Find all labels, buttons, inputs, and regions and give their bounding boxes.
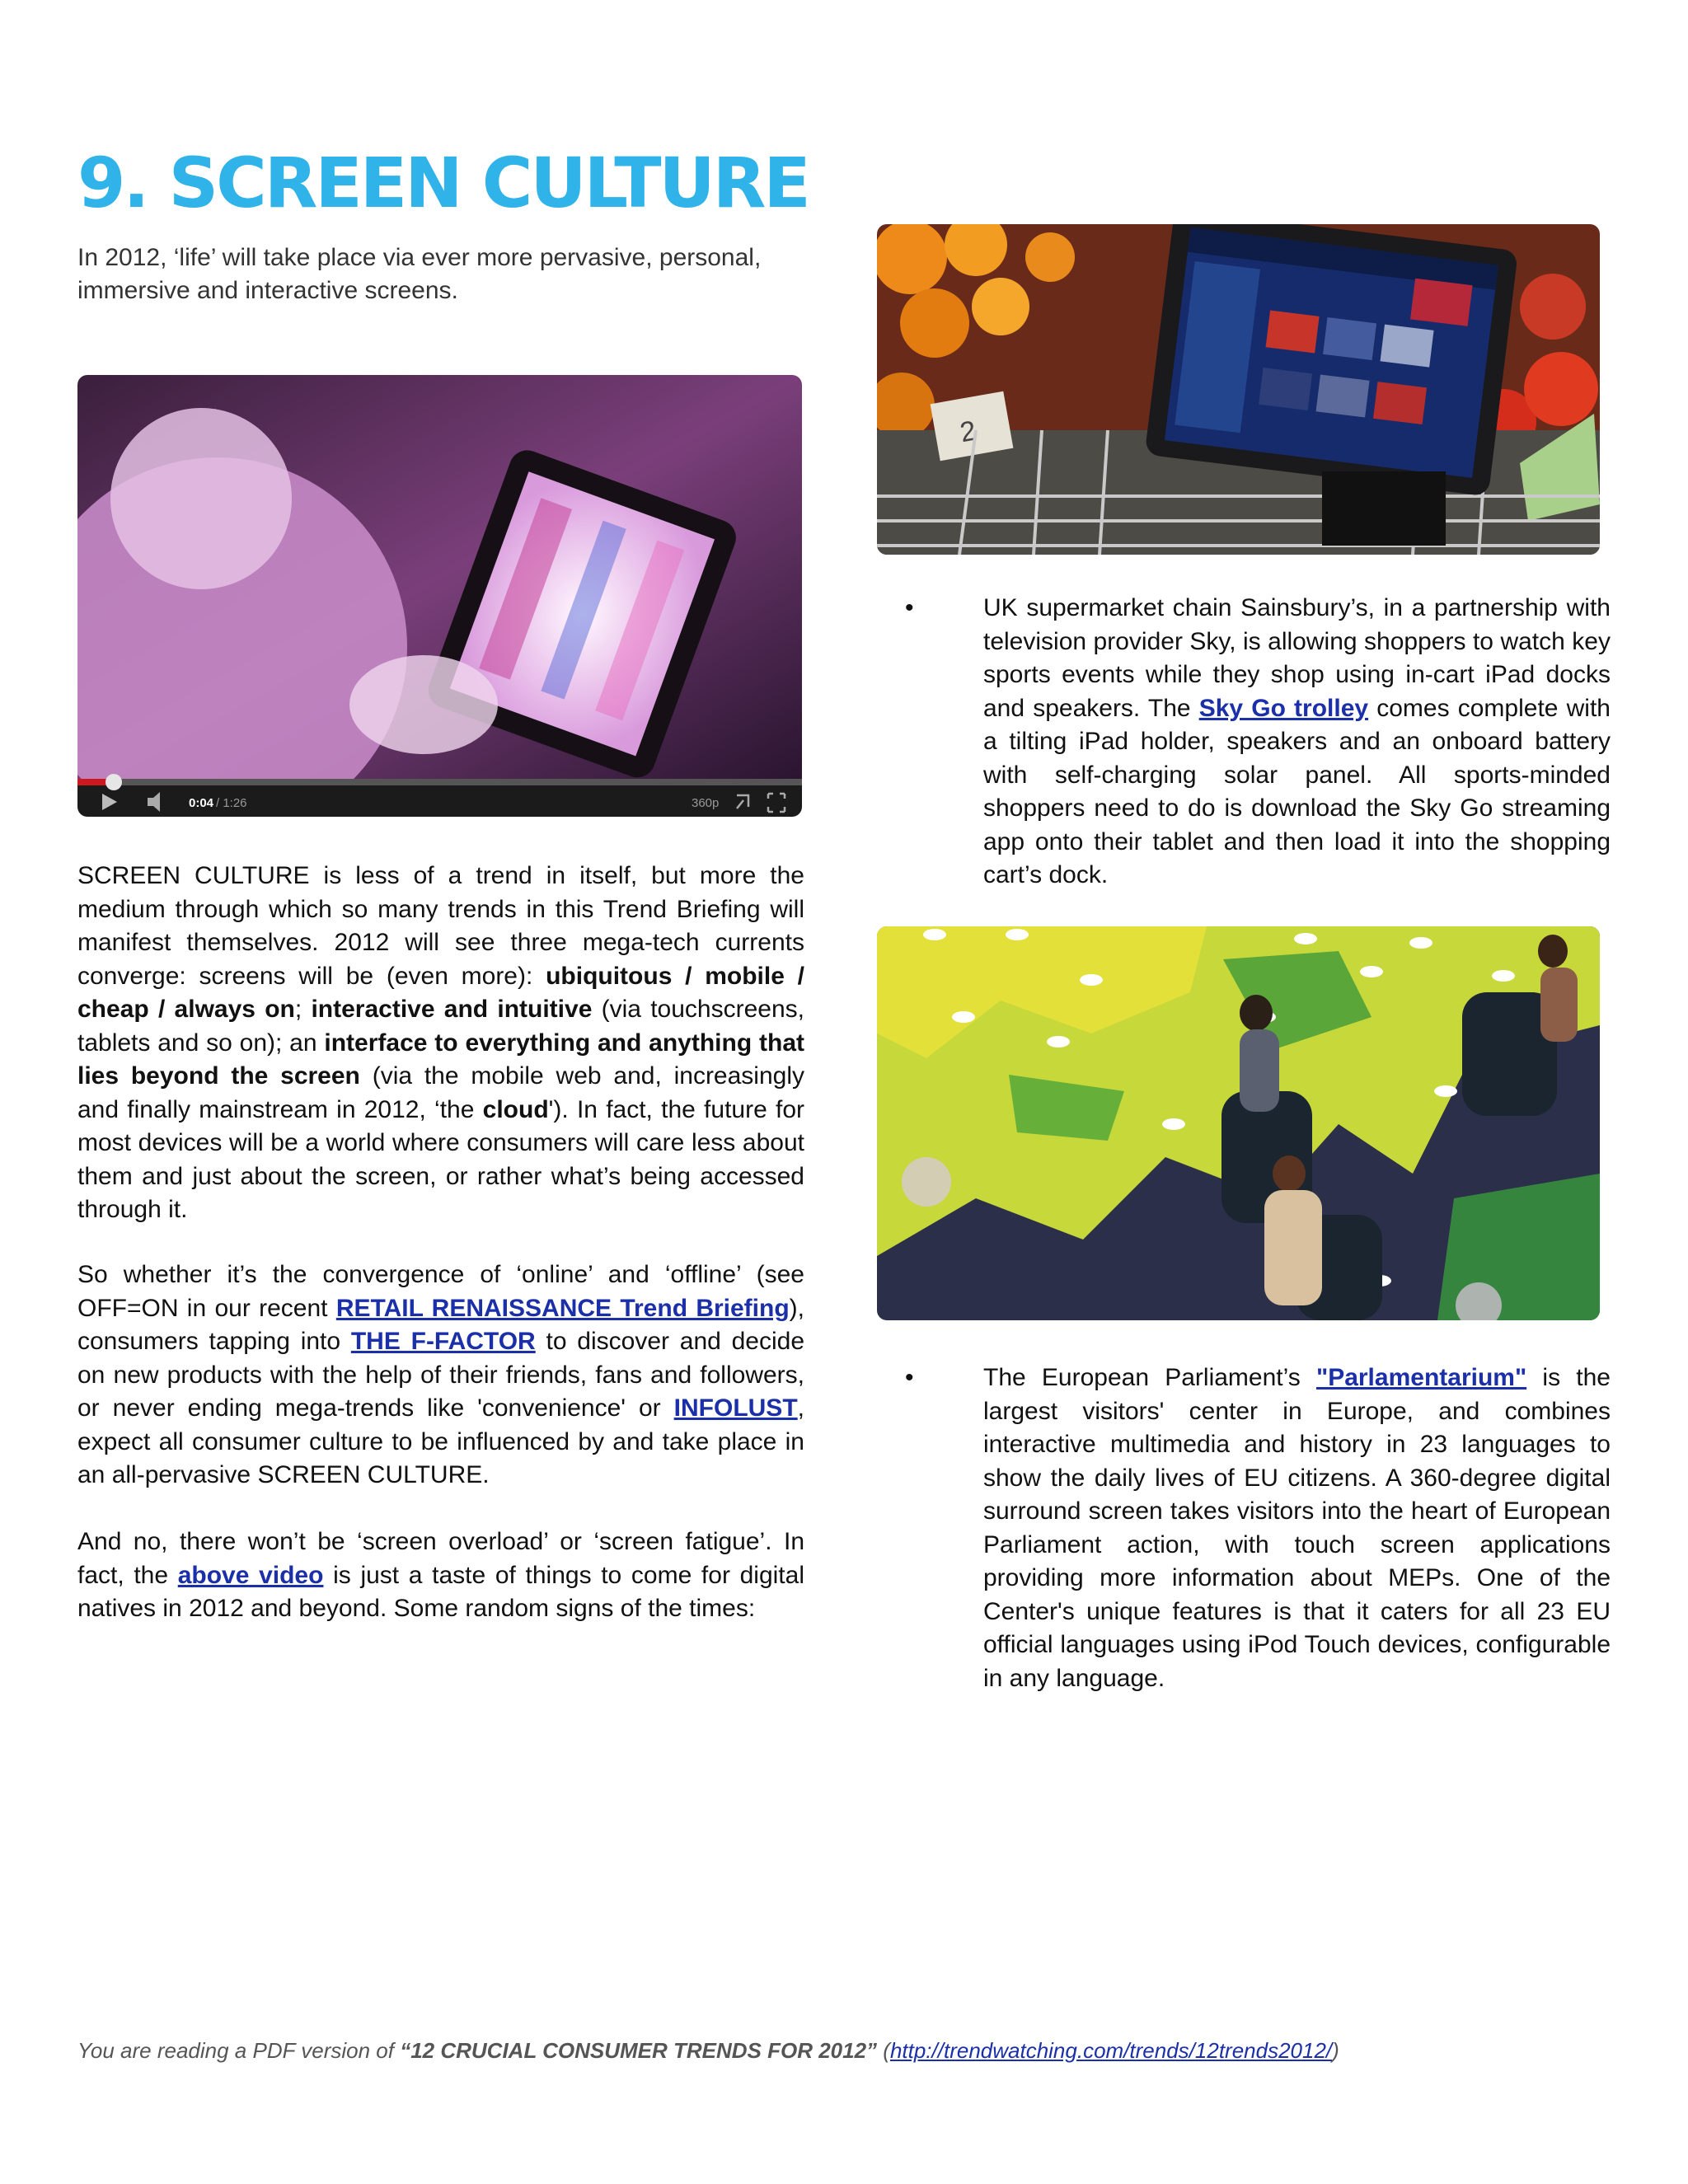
video-time: 0:04 (189, 796, 214, 810)
video-quality-button[interactable]: 360p (692, 796, 720, 810)
footer-note (77, 2038, 1339, 2064)
page-subtitle: In 2012, ‘life’ will take place via ever more pervasive, personal, immersive and interactive screens. (77, 244, 762, 304)
link-parlamentarium[interactable]: "Parlamentarium" (1315, 1364, 1527, 1391)
bullet-parlamentarium (983, 1361, 1611, 1695)
ipad-on-cart (1145, 224, 1518, 496)
bullet-marker-2: • (905, 1364, 914, 1391)
p1-text-3: (via touchscreens, tablets and so on); an (77, 996, 804, 1057)
p3-text-2: is just a taste of things to come for digital natives in 2012 and beyond. Some random signs of the times: (77, 1561, 804, 1622)
p2-text-1: So whether it’s the convergence of ‘online’ and ‘offline’ (see OFF=ON in our recent (77, 1261, 804, 1322)
b1-text-1: UK supermarket chain Sainsbury’s, in a partnership with television provider Sky, is allowing shoppers to watch key sports events while they shop using in-cart iPad docks and speakers. The (983, 594, 1611, 722)
p1-bold-interface: interface to everything and anything that lies beyond the screen (77, 1029, 804, 1090)
bullet-marker-1: • (905, 594, 914, 621)
page-title: 9. SCREEN CULTURE (77, 143, 809, 223)
p1-bold-ubiquitous: ubiquitous / mobile / cheap / always on (77, 962, 804, 1023)
image-sky-go-trolley (877, 224, 1600, 555)
paragraph-intro (77, 860, 804, 1227)
p1-bold-interactive: interactive and intuitive (311, 996, 593, 1023)
link-above-video[interactable]: above video (177, 1561, 324, 1589)
p2-text-3: to discover and decide on new products with the help of their friends, fans and followers, or never ending mega-trends like 'convenience' or (77, 1328, 805, 1422)
video-scrubber-handle[interactable] (106, 774, 122, 790)
p1-text-1: SCREEN CULTURE is less of a trend in itself, but more the medium through which so many trends in this Trend Briefing will manifest themselves. 2012 will see three mega-tech currents converge: screens will be (even more): (77, 862, 804, 990)
footer-text-2: ( (877, 2038, 890, 2063)
price-tag-text: 2 (957, 415, 979, 449)
video-progress-track[interactable] (77, 779, 802, 785)
p1-text-4: (via the mobile web and, increasingly and finally mainstream in 2012, ‘the (77, 1062, 805, 1123)
b2-text-2: is the largest visitors' center in Europe, and combines interactive multimedia and history in 23 languages to show the daily lives of EU citizens. A 360-degree digital surround screen takes visitors into the heart of European Parliament action, with touch screen applications providing more information about MEPs. One of the Center's unique features is that it caters for all 23 EU official languages using iPod Touch devices, configurable in any language. (983, 1364, 1611, 1692)
p1-bold-cloud: cloud (482, 1095, 549, 1123)
footer-text-1: You are reading a PDF version of (77, 2038, 401, 2063)
footer-report-title: “12 CRUCIAL CONSUMER TRENDS FOR 2012” (400, 2038, 878, 2063)
b2-text-1: The European Parliament’s (983, 1364, 1316, 1391)
b1-text-2: comes complete with a tilting iPad holder, speakers and an onboard battery with self-charging solar panel. All sports-minded shoppers need to do is download the Sky Go streaming app onto their tablet and then load it into the shopping cart’s dock. (983, 694, 1611, 888)
p2-text-4: , expect all consumer culture to be influenced by and take place in an all-pervasive SCREEN CULTURE. (77, 1394, 804, 1488)
p2-text-2: ), consumers tapping into (77, 1294, 804, 1355)
footer-text-3: ) (1332, 2038, 1339, 2063)
link-retail-renaissance[interactable]: RETAIL RENAISSANCE Trend Briefing (335, 1294, 790, 1322)
paragraph-no-overload (77, 1526, 804, 1626)
p1-text-5: '). In fact, the future for most devices will be a world where consumers will care less about them and just about the screen, or rather what’s being accessed through it. (77, 1095, 805, 1223)
video-player[interactable] (77, 375, 802, 817)
footer-link-url[interactable]: http://trendwatching.com/trends/12trends2012/ (889, 2038, 1333, 2063)
image-parlamentarium (877, 926, 1600, 1320)
p3-text-1: And no, there won’t be ‘screen overload’ or ‘screen fatigue’. In fact, the (77, 1528, 804, 1589)
video-duration: / 1:26 (216, 796, 247, 810)
p1-text-2: ; (294, 996, 312, 1023)
link-infolust[interactable]: INFOLUST (673, 1394, 798, 1422)
link-sky-go-trolley[interactable]: Sky Go trolley (1198, 694, 1369, 722)
link-f-factor[interactable]: THE F-FACTOR (350, 1328, 536, 1355)
paragraph-convergence (77, 1258, 804, 1493)
bullet-sainsburys (983, 592, 1611, 893)
